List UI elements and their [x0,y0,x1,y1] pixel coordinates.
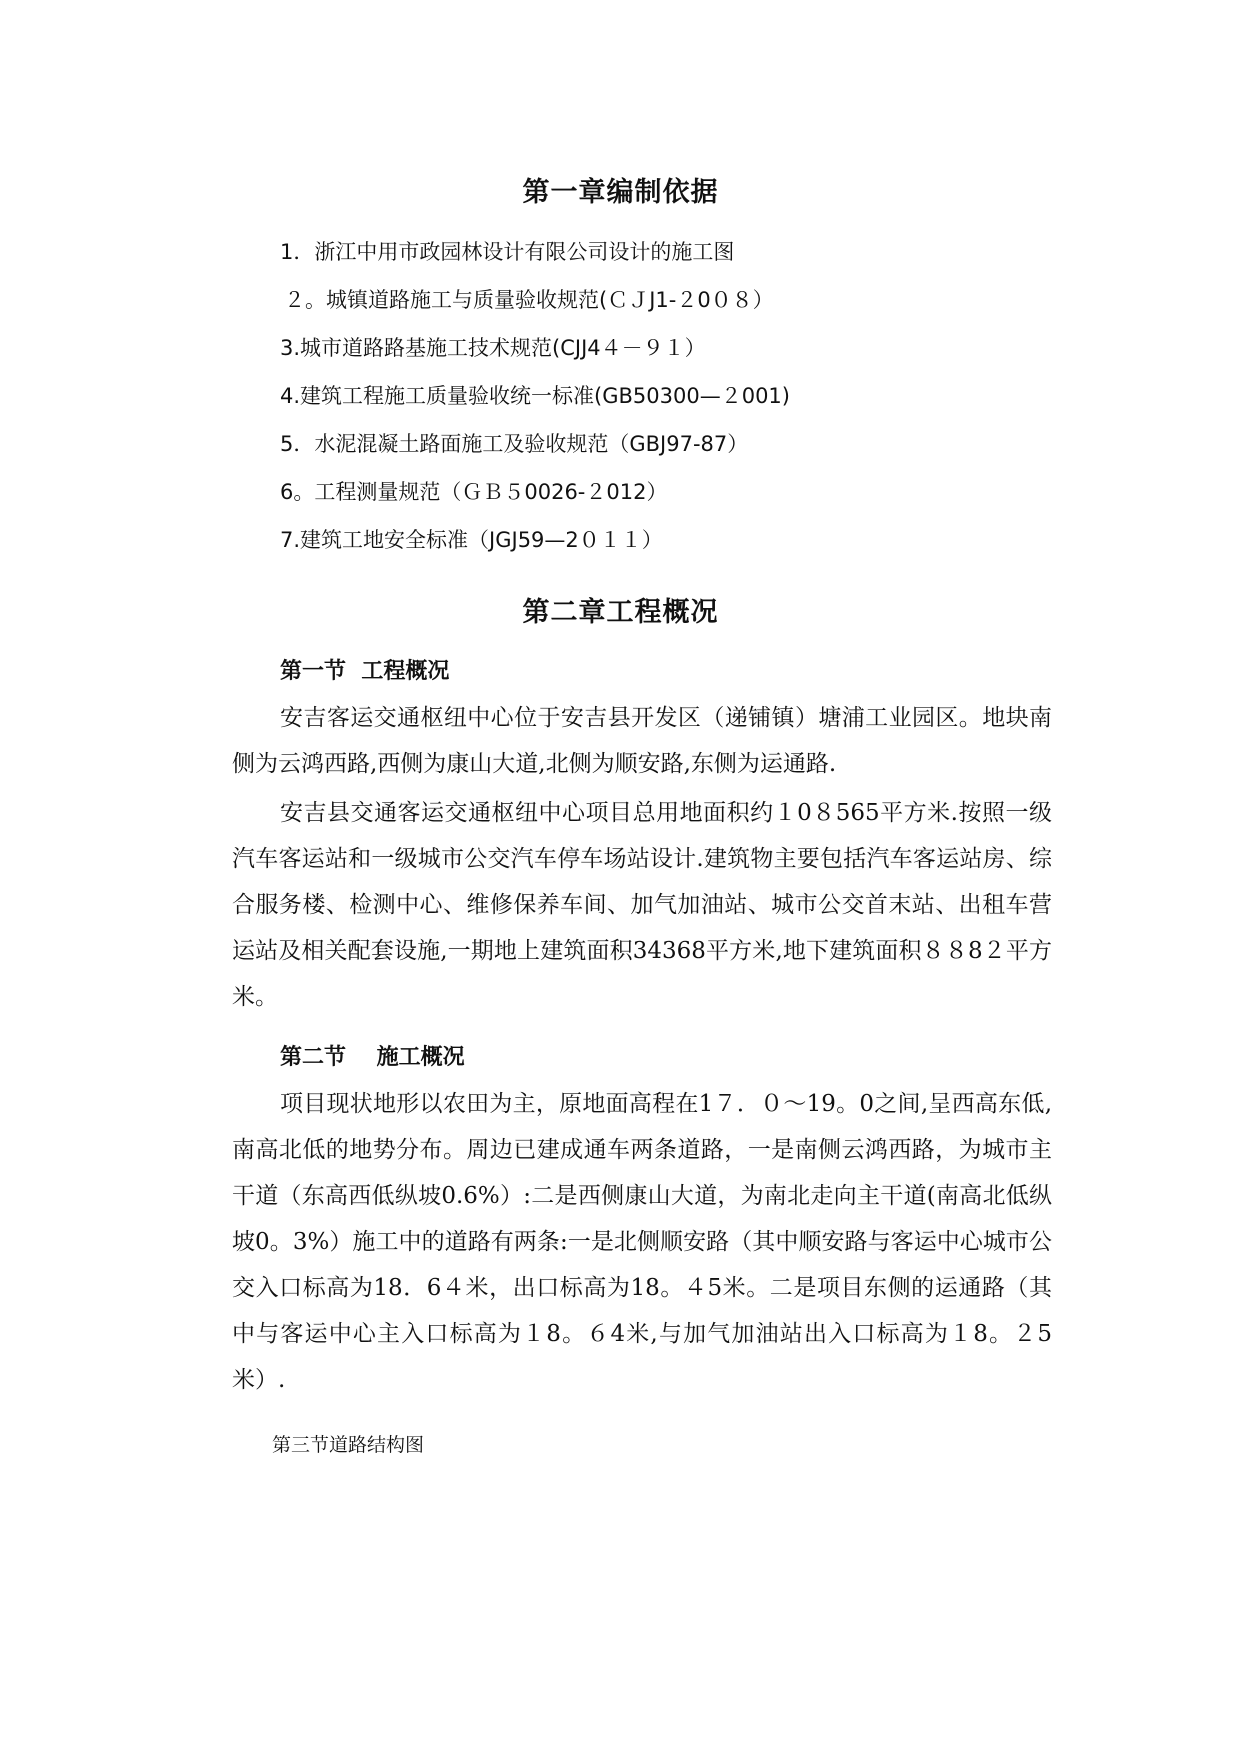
reference-item-3: 3.城市道路路基施工技术规范(CJJ4４－９１） [280,336,706,360]
chapter-2-title: 第二章工程概况 [522,597,719,628]
reference-item-6: 6。工程测量规范（ＧＢ５0026-２012） [280,480,668,504]
section-1-paragraph-2: 安吉县交通客运交通枢纽中心项目总用地面积约１0８565平方米.按照一级汽车客运站和一级城市公交汽车停车场站设计.建筑物主要包括汽车客运站房、综合服务楼、检测中心、维修保养车间、加气加油站、城市公交首末站、出租车营运站及相关配套设施,一期地上建筑面积34368平方米,地下建筑面积８８8２平方米。 [232,800,1052,1010]
reference-item-4: 4.建筑工程施工质量验收统一标准(GB50300—２001) [280,384,790,408]
section-2-paragraph-1: 项目现状地形以农田为主，原地面高程在1７．０～19。0之间,呈西高东低,南高北低的地势分布。周边已建成通车两条道路，一是南侧云鸿西路，为城市主干道（东高西低纵坡0.6%）:二是西侧康山大道，为南北走向主干道(南高北低纵坡0。3%）施工中的道路有两条:一是北侧顺安路（其中顺安路与客运中心城市公交入口标高为18．6４米，出口标高为18。４5米。二是项目东侧的运通路（其中与客运中心主入口标高为１8。６4米,与加气加油站出入口标高为１8。２5米）. [232,1091,1052,1393]
reference-item-1: 1．浙江中用市政园林设计有限公司设计的施工图 [280,240,735,264]
chapter-1-title: 第一章编制依据 [522,177,719,208]
section-1-paragraph-1: 安吉客运交通枢纽中心位于安吉县开发区（递铺镇）塘浦工业园区。地块南侧为云鸿西路,西侧为康山大道,北侧为顺安路,东侧为运通路. [232,705,1052,777]
section-1-title: 第一节 工程概况 [280,659,450,684]
section-2-title: 第二节 施工概况 [280,1045,465,1070]
reference-item-5: 5．水泥混凝土路面施工及验收规范（GBJ97-87） [280,432,749,456]
reference-list [280,232,1080,568]
section-3-title: 第三节道路结构图 [272,1434,425,1456]
reference-item-2: ２。城镇道路施工与质量验收规范(ＣＪJ1-２0０８） [284,288,774,312]
reference-item-7: 7.建筑工地安全标准（JGJ59—2０１１） [280,528,663,552]
